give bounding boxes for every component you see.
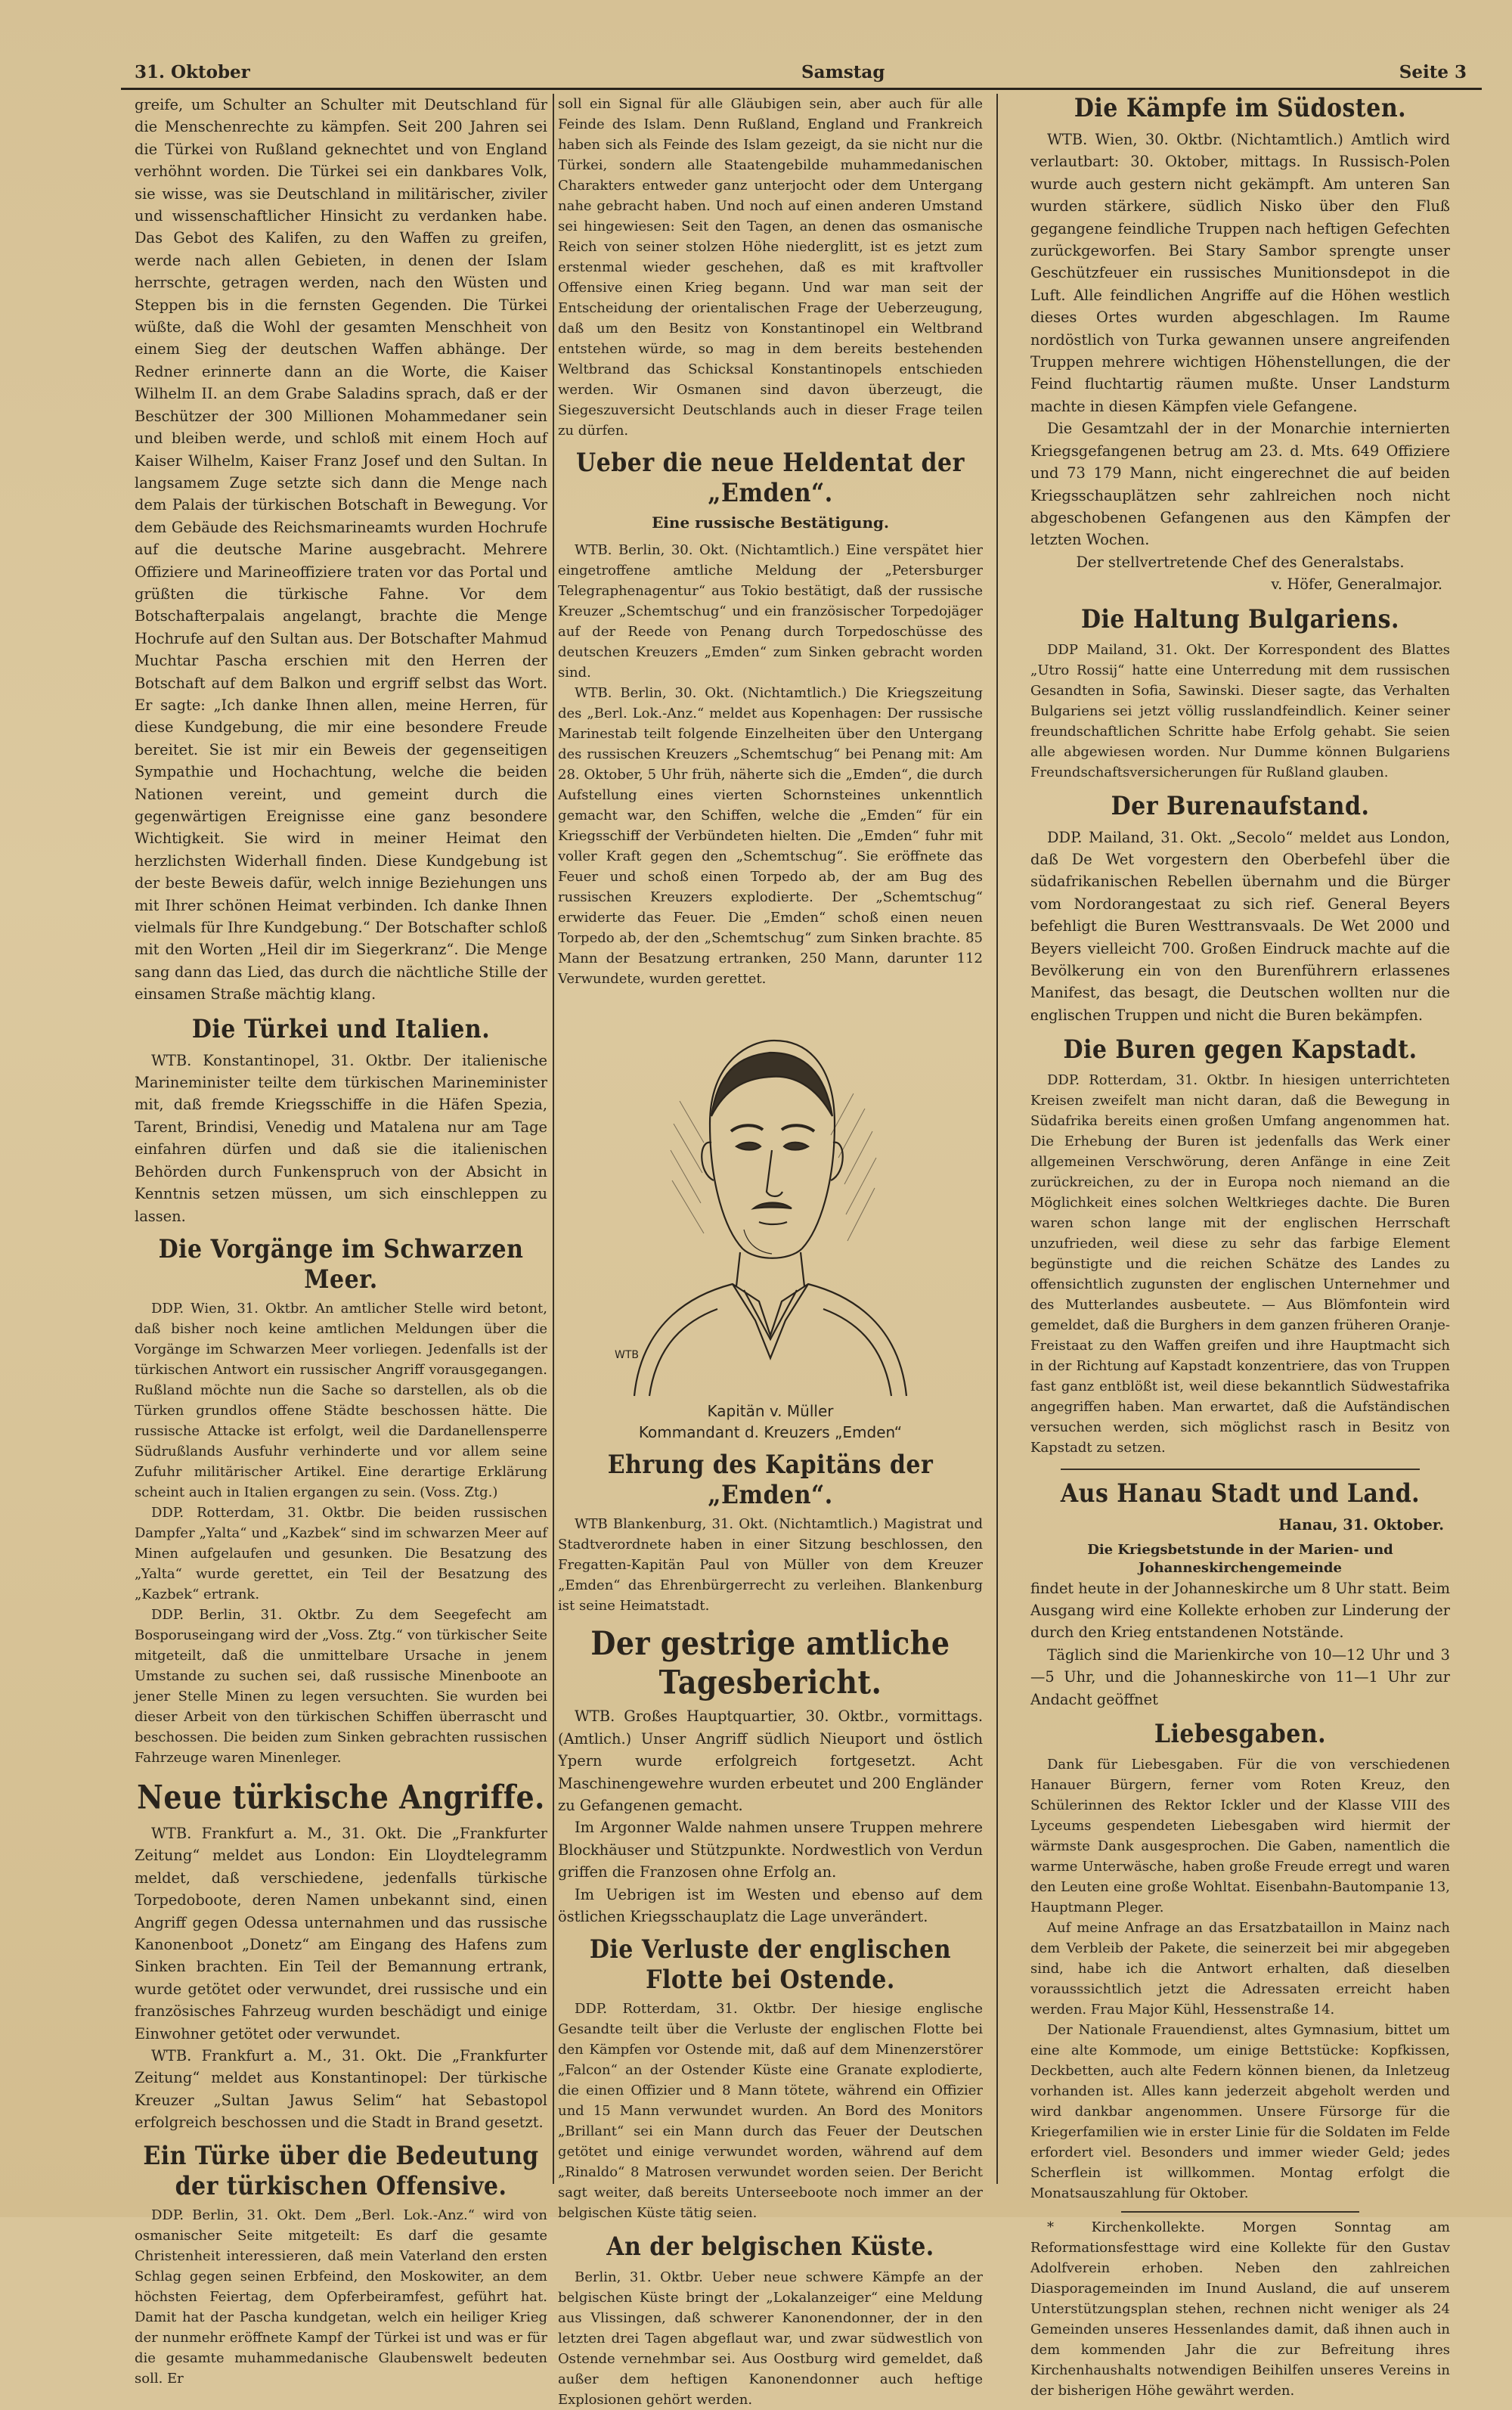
article-paragraph: Dank für Liebesgaben. Für die von verschiedenen Hanauer Bürgern, ferner vom Roten Kreuz, den Schülerinnen des Rektor Ickler und der Klasse VIII des Lyceums gespendeten Liebesgaben wird hiermit der wärmste Dank ausgesprochen. Die Gaben, namentlich die warme Unterwäsche, haben große Freude erregt und waren den Leuten eine große Wohltat. Eisenbahn-Bautompanie 13, Hauptmann Pleger. — [1030, 1757, 1450, 1916]
article-paragraph: WTB. Wien, 30. Oktbr. (Nichtamtlich.) Amtlich wird verlautbart: 30. Oktober, mittags. In Russisch-Polen wurde auch gestern nicht gekämpft. Am unteren San wurden stärkere, südlich Nisko über den Fluß gegangene feindliche Truppen nach heftigen Gefechten zurückgeworfen. Bei Stary Sambor sprengte unser Geschützfeuer ein russisches Munitionsdepot in die Luft. Alle feindlichen Angriffe auf die Höhen westlich dieses Ortes wurden abgeschlagen. Im Raume nordöstlich von Turka gewannen unsere angreifenden Truppen mehrere wichtigen Höhenstellungen, die der Feind fluchtartig räumen mußte. Unser Landsturm machte in diesen Kämpfen viele Gefangene. — [1030, 131, 1450, 415]
headline-tuerke-offensive: Ein Türke über die Bedeutung der türkischen Offensive. — [143, 2141, 539, 2201]
column-divider — [996, 94, 998, 2184]
headline-liebesgaben: Liebesgaben. — [1154, 1719, 1327, 1750]
page-header — [113, 59, 1489, 85]
article-paragraph: Der Nationale Frauendienst, altes Gymnasium, bittet um eine alte Kommode, um einige Bettstücke: Kopfkissen, Deckbetten, auch alte Federn können bienen, da Inletzeug vorhanden ist. Alles kann jederzeit abgeholt werden und wird dankbar angenommen. Unsere Fürsorge für die Kriegerfamilien wie in erster Linie für die Soldaten im Felde erfordert viel. Besonders und immer wieder Geld; jedes Scherflein ist willkommen. Montag erfolgt die Monatsauszahlung für Oktober. — [1030, 2022, 1450, 2202]
article-paragraph: Die Gesamtzahl der in der Monarchie internierten Kriegsgefangenen betrug am 23. d. Mts. 649 Offiziere und 73 179 Mann, nicht eingerechnet die auf beiden Kriegsschauplätzen sehr zahlreichen noch nicht abgeschobenen Gefangenen aus den Kämpfen der letzten Wochen. — [1030, 420, 1450, 549]
subheadline: Eine russische Bestätigung. — [652, 513, 889, 532]
portrait-drawing — [604, 1003, 937, 1396]
illustration-mark: WTB — [615, 1349, 639, 1362]
article-paragraph: DDP. Wien, 31. Oktbr. An amtlicher Stelle wird betont, daß bisher noch keine amtlichen Meldungen über die Vorgänge im Schwarzen Meer vorliegen. Jedenfalls ist der türkischen Antwort ein russischer Angriff vorausgegangen. Rußland möchte nun die Sache so darstellen, als ob die Türken grundlos offene Städte beschossen hätte. Die russische Attacke ist erfolgt, weil die Dardanellensperre Südrußlands Ausfuhr verhinderte und vor allem seine Zufuhr militärischer Artikel. Eine derartige Erklärung scheint auch in Italien ergangen zu sein. (Voss. Ztg.) — [135, 1300, 547, 1500]
column-divider — [553, 94, 554, 2184]
article-paragraph: * Kirchenkollekte. Morgen Sonntag am Reformationsfesttage wird eine Kollekte für den Gustav Adolfverein erhoben. Neben den zahlreichen Diasporagemeinden im Inund Ausland, die auf unserem Unterstützungsplan stehen, rechnen nicht weniger als 24 Gemeinden unseres Hessenlandes damit, daß ihnen auch in dem kommenden Jahr die zur Befreitung ihres Kirchenhaushalts notwendigen Beihilfen unseres Vereins in der bisherigen Höhe gewährt werden. — [1030, 2219, 1450, 2399]
headline-schwarzes-meer: Die Vorgänge im Schwarzen Meer. — [158, 1234, 524, 1295]
article-paragraph: WTB Blankenburg, 31. Okt. (Nichtamtlich.) Magistrat und Stadtverordnete haben in einer Sitzung beschlossen, den Fregatten-Kapitän Paul von Müller von dem Kreuzer „Emden“ das Ehrenbürgerrecht zu verleihen. Blankenburg ist seine Heimatstadt. — [558, 1516, 983, 1614]
article-paragraph: WTB. Berlin, 30. Okt. (Nichtamtlich.) Die Kriegszeitung des „Berl. Lok.-Anz.“ meldet aus Kopenhagen: Der russische Marinestab teilt folgende Einzelheiten über den Untergang des russischen Kreuzers „Schemtschug“ bei Penang mit: Am 28. Oktober, 5 Uhr früh, näherte sich die „Emden“, die durch Aufstellung eines vierten Schornsteines unkenntlich gemacht war, den Schiffen, welche die „Emden“ für ein Kriegsschiff der Verbündeten hielten. Die „Emden“ fuhr mit voller Kraft gegen den „Schemtschug“. Sie eröffnete das Feuer und schoß einen Torpedo ab, der am Bug des russischen Kreuzers explodierte. Der „Schemtschug“ erwiderte das Feuer. Die „Emden“ schoß einen neuen Torpedo ab, der den „Schemtschug“ zum Sinken brachte. 85 Mann der Besatzung ertranken, 250 Mann, darunter 112 Verwundete, wurden gerettet. — [558, 685, 983, 988]
article-paragraph: Im Argonner Walde nahmen unsere Truppen mehrere Blockhäuser und Stützpunkte. Nordwestlich von Verdun griffen die Franzosen ohne Erfolg an. — [558, 1819, 983, 1881]
article-paragraph: Auf meine Anfrage an das Ersatzbataillon in Mainz nach dem Verbleib der Pakete, die seinerzeit bei mir abgegeben sind, habe ich die Antwort erhalten, daß dieselben vorausssichtlich jetzt die Adressaten erreicht haben werden. Frau Major Kühl, Hessenstraße 14. — [1030, 1920, 1450, 2018]
headline-tuerkei-italien: Die Türkei und Italien. — [191, 1014, 491, 1044]
article-paragraph: DDP. Mailand, 31. Okt. „Secolo“ meldet aus London, daß De Wet vorgestern den Oberbefehl über die südafrikanischen Rebellen übernahm und die Bürger vom Nordorangestaat zu sich rief. General Beyers befehligt die Buren Westtransvaals. De Wet 2000 und Beyers vielleicht 700. Großen Eindruck machte auf die Bevölkerung ein von den Burenführern erlassenes Manifest, das besagt, die Deutschen wollten nur die englischen Truppen und nicht die Buren bekämpfen. — [1030, 828, 1450, 1024]
column-2 — [558, 94, 983, 2408]
article-paragraph: DDP. Rotterdam, 31. Oktbr. In hiesigen unterrichteten Kreisen zweifelt man nicht daran, daß die Bewegung in Südafrika bereits einen großen Umfang angenommen hat. Die Erhebung der Buren ist jedenfalls das Werk einer allgemeinen Verschwörung, deren Anfänge in eine Zeit zurückreichen, zu der in Europa noch niemand an die Möglichkeit eines solchen Weltkrieges dachte. Die Buren waren schon lange mit der englischen Herrschaft unzufrieden, weil diese zu sehr das farbige Element begünstigte und die reichen Schätze des Landes zu offensichtlich zugunsten der englischen Unternehmer und des Mutterlandes ausbeutete. — Aus Blömfontein wird gemeldet, daß die Burghers in dem ganzen früheren Oranje-Freistaat zu den Waffen greifen und ihre Hauptmacht sich in der Richtung auf Kapstadt konzentriere, das von Truppen fast ganz entblößt ist, weil diese bekanntlich Südwestafrika angegriffen haben. Man erwartet, daß die Aufständischen versuchen werden, sich möglichst rasch in Besitz von Kapstadt zu setzen. — [1030, 1072, 1450, 1456]
headline-tagesbericht: Der gestrige amtliche Tagesbericht. — [590, 1624, 950, 1701]
article-continuation: soll ein Signal für alle Gläubigen sein, aber auch für alle Feinde des Islam. Denn Rußland, England und Frankreich haben sich als Feinde des Islam gezeigt, da sie nicht nur die Türkei, sondern alle Staatengebilde muhammedanischen Charakters entweder ganz unterjocht oder dem Untergang nahe gebracht haben. Und noch auf einen anderen Umstand sei hingewiesen: Seit den Tagen, an denen das osmanische Reich von seiner stolzen Höhe niederglitt, ist es jetzt zum erstenmal wieder geschehen, daß es mit kraftvoller Offensive einen Krieg begann. Und war man seit der Entscheidung der orientalischen Frage der Ueberzeugung, daß um den Besitz von Konstantinopel ein Weltbrand entstehen würde, so mag in dem bereits bestehenden Weltbrand das Schicksal Konstantinopels entschieden werden. Wir Osmanen sind davon überzeugt, die Siegeszuversicht Deutschlands auch in dieser Frage teilen zu dürfen. — [558, 96, 983, 439]
caption-title: Kommandant d. Kreuzers „Emden“ — [638, 1423, 903, 1442]
headline-buren-kapstadt: Die Buren gegen Kapstadt. — [1063, 1035, 1418, 1065]
portrait-caption — [558, 1400, 983, 1443]
article-continuation: greife, um Schulter an Schulter mit Deutschland für die Menschenrechte zu kämpfen. Seit 200 Jahren sei die Türkei von Rußland geknechtet und von England verhöhnt worden. Die Türkei sei ein dankbares Volk, sie wisse, was sie Deutschland in militärischer, ziviler und wissenschaftlicher Hinsicht zu verdanken habe. Das Gebot des Kalifen, zu den Waffen zu greifen, werde nach allen Gebieten, in denen der Islam herrschte, getragen werden, nach den Wüsten und Steppen bis in die fernsten Gegenden. Die Türkei wüßte, daß die Wohl der gesamten Menschheit von einem Sieg der deutschen Waffen abhänge. Der Redner erinnerte dann an die Worte, die Kaiser Wilhelm II. an dem Grabe Saladins sprach, daß er der Beschützer der 300 Millionen Mohammedaner sein und bleiben werde, und schloß mit einem Hoch auf Kaiser Wilhelm, Kaiser Franz Josef und den Sultan. In langsamem Zuge setzte sich dann die Menge nach dem Palais der türkischen Botschaft in Bewegung. Vor dem Gebäude des Reichsmarineamts wurden Hochrufe auf die deutsche Marine ausgebracht. Mehrere Offiziere und Marineoffiziere traten vor das Portal und grüßten die türkische Fahne. Vor dem Botschafterpalais angelangt, brachte die Menge Hochrufe auf den Sultan aus. Der Botschafter Mahmud Muchtar Pascha erschien mit den Herren der Botschaft auf dem Balkon und ergriff selbst das Wort. Er sagte: „Ich danke Ihnen allen, meine Herren, für diese Kundgebung, die mir eine besondere Freude bereitet. Sie ist mir ein Beweis der gegenseitigen Sympathie und Hochachtung, welche die beiden Nationen vereint, und gemeint durch die gegenwärtigen Ereignisse eine ganz besondere Wichtigkeit. Sie wird in meiner Heimat den herzlichsten Widerhall finden. Diese Kundgebung ist der beste Beweis dafür, welch innige Beziehungen uns mit Ihrer schönen Heimat verbinden. Ich danke Ihnen vielmals für Ihre Kundgebung.“ Der Botschafter schloß mit den Worten „Heil dir im Siegerkranz“. Die Menge sang dann das Lied, das durch die nächtliche Stille der einsamen Straße mächtig klang. — [135, 96, 547, 1003]
column-3 — [1030, 93, 1450, 2399]
section-divider — [1121, 2211, 1359, 2213]
article-paragraph: Täglich sind die Marienkirche von 10—12 Uhr und 3—5 Uhr, und die Johanneskirche von 11—1 Uhr zur Andacht geöffnet — [1030, 1645, 1450, 1708]
article-paragraph: WTB. Frankfurt a. M., 31. Okt. Die „Frankfurter Zeitung“ meldet aus London: Ein Lloydtelegramm meldet, daß verschiedene, jedenfalls türkische Torpedoboote, deren Namen unbekannt sind, einen Angriff gegen Odessa unternahmen und das russische Kanonenboot „Donetz“ am Eingang des Hafens zum Sinken brachten. Ein Teil der Bemannung ertrank, wurde getötet oder verwundet, drei russische und ein französisches Fahrzeug wurden beschädigt und einige Einwohner getötet oder verwundet. — [135, 1824, 547, 2042]
headline-tuerkische-angriffe: Neue türkische Angriffe. — [137, 1778, 545, 1816]
column-1 — [135, 94, 547, 2387]
article-paragraph: DDP. Berlin, 31. Oktbr. Zu dem Seegefecht am Bosporuseingang wird der „Voss. Ztg.“ von türkischer Seite mitgeteilt, daß die unmittelbare Ursache in jenem Umstande zu suchen sei, daß russische Minenboote an jener Stelle Minen zu legen versuchten. Sie wurden bei dieser Arbeit von den türkischen Schiffen überrascht und beschossen. Die beiden zum Sinken gebrachten russischen Fahrzeuge waren Minenleger. — [135, 1606, 547, 1766]
headline-bulgarien: Die Haltung Bulgariens. — [1081, 604, 1399, 634]
article-paragraph: WTB. Berlin, 30. Okt. (Nichtamtlich.) Eine verspätet hier eingetroffene amtliche Meldung der „Petersburger Telegraphenagentur“ aus Tokio bestätigt, daß der russische Kreuzer „Schemtschug“ und ein französischer Torpedojäger auf der Reede von Penang durch Torpedoschüsse des deutschen Kreuzers „Emden“ zum Sinken gebracht worden sind. — [558, 542, 983, 681]
headline-burenaufstand: Der Burenaufstand. — [1111, 791, 1370, 821]
header-page-number: Seite 3 — [1399, 62, 1467, 82]
article-paragraph: DDP. Rotterdam, 31. Oktbr. Die beiden russischen Dampfer „Yalta“ und „Kazbek“ sind im schwarzen Meer auf Minen aufgelaufen und gesunken. Die Besatzung des „Yalta“ wurde gerettet, ein Teil der Besatzung des „Kazbek“ ertrank. — [135, 1504, 547, 1602]
article-paragraph: findet heute in der Johanneskirche um 8 Uhr statt. Beim Ausgang wird eine Kollekte erhoben zur Linderung der durch den Krieg entstandenen Notstände. — [1030, 1579, 1450, 1642]
article-paragraph: DDP. Rotterdam, 31. Oktbr. Der hiesige englische Gesandte teilt über die Verluste der englischen Flotte bei den Kämpfen vor Ostende mit, daß auf dem Minenzerstörer „Falcon“ an der Ostender Küste eine Granate explodierte, die einen Offizier und 8 Mann tötete, während ein Offizier und 15 Mann verwundet wurden. An Bord des Monitors „Brillant“ sei ein Mann durch das Feuer der Deutschen getötet und einige verwundet worden, während auf dem „Rinaldo“ 8 Matrosen verwundet worden seien. Der Bericht sagt weiter, daß bereits Unterseeboote noch immer an der belgischen Küste tätig seien. — [558, 2001, 983, 2222]
article-paragraph: DDP Mailand, 31. Okt. Der Korrespondent des Blattes „Utro Rossij“ hatte eine Unterredung mit dem russischen Gesandten in Sofia, Sawinski. Dieser sagte, das Verhalten Bulgariens sei jetzt völlig russlandfeindlich. Keiner seiner freundschaftlichen Schritte habe Erfolg gehabt. Sie seien alle abgewiesen worden. Nur Dumme können Bulgariens Freundschaftsversicherungen für Rußland glauben. — [1030, 641, 1450, 780]
header-rule — [121, 88, 1482, 90]
article-paragraph: WTB. Großes Hauptquartier, 30. Oktbr., vormittags. (Amtlich.) Unser Angriff südlich Nieuport und östlich Ypern wurde erfolgreich fortgesetzt. Acht Maschinengewehre wurden erbeutet und 200 Engländer zu Gefangenen gemacht. — [558, 1707, 983, 1815]
headline-suedosten: Die Kämpfe im Südosten. — [1074, 93, 1407, 124]
section-divider — [1061, 1469, 1420, 1470]
signature-name: v. Höfer, Generalmajor. — [1271, 575, 1442, 594]
article-paragraph: WTB. Konstantinopel, 31. Oktbr. Der italienische Marineminister teilte dem türkischen Marineminister mit, daß fremde Kriegsschiffe in die Häfen Spezia, Tarent, Brindisi, Venedig und Matalena nur am Tage einfahren dürfen und daß sie die italienischen Behörden durch Funkenspruch von der Absicht in Kenntnis setzen müssen, um sich einschleppen zu lassen. — [135, 1051, 547, 1225]
headline-belgische-kueste: An der belgischen Küste. — [606, 2232, 934, 2263]
header-date: 31. Oktober — [135, 62, 250, 82]
subheadline: Die Kriegsbetstunde in der Marien- und Johanneskirchengemeinde — [1087, 1541, 1393, 1576]
signature-line: Der stellvertretende Chef des Generalstabs. — [1076, 553, 1405, 571]
article-paragraph: Berlin, 31. Oktbr. Ueber neue schwere Kämpfe an der belgischen Küste bringt der „Lokalanzeiger“ eine Meldung aus Vlissingen, daß schwerer Kanonendonner, der in den letzten drei Tagen abgeflaut war, und zwar südwestlich von Ostende vernehmbar sei. Aus Oostburg wird gemeldet, daß außer dem heftigen Kanonendonner auch heftige Explosionen gehört werden. — [558, 2269, 983, 2408]
headline-hanau: Aus Hanau Stadt und Land. — [1060, 1479, 1421, 1509]
headline-verluste-ostende: Die Verluste der englischen Flotte bei Ostende. — [589, 1935, 952, 1996]
article-paragraph: DDP. Berlin, 31. Okt. Dem „Berl. Lok.-Anz.“ wird von osmanischer Seite mitgeteilt: Es darf die gesamte Christenheit interessieren, daß mein Vaterland den ersten Schlag gegen seinen Erbfeind, den Moskowiter, an dem höchsten Feiertag, dem Opferbeiramfest, geführt hat. Damit hat der Pascha kundgetan, welch ein heiliger Krieg der nunmehr eröffnete Kampf der Türkei ist und was er für die gesamte muhammedanische Glaubenswelt bedeuten soll. Er — [135, 2207, 547, 2387]
article-paragraph: Im Uebrigen ist im Westen und ebenso auf dem östlichen Kriegsschauplatz die Lage unverändert. — [558, 1885, 983, 1926]
dateline: Hanau, 31. Oktober. — [1278, 1516, 1444, 1534]
portrait-illustration — [604, 1003, 937, 1396]
headline-ehrung: Ehrung des Kapitäns der „Emden“. — [607, 1450, 934, 1511]
caption-name: Kapitän v. Müller — [707, 1402, 834, 1421]
header-weekday: Samstag — [801, 62, 885, 82]
headline-emden-heldentat: Ueber die neue Heldentat der „Emden“. — [576, 448, 965, 509]
article-paragraph: WTB. Frankfurt a. M., 31. Okt. Die „Frankfurter Zeitung“ meldet aus Konstantinopel: Der türkische Kreuzer „Sultan Jawus Selim“ hat Sebastopol erfolgreich beschossen und die Stadt in Brand gesetzt. — [135, 2046, 547, 2132]
